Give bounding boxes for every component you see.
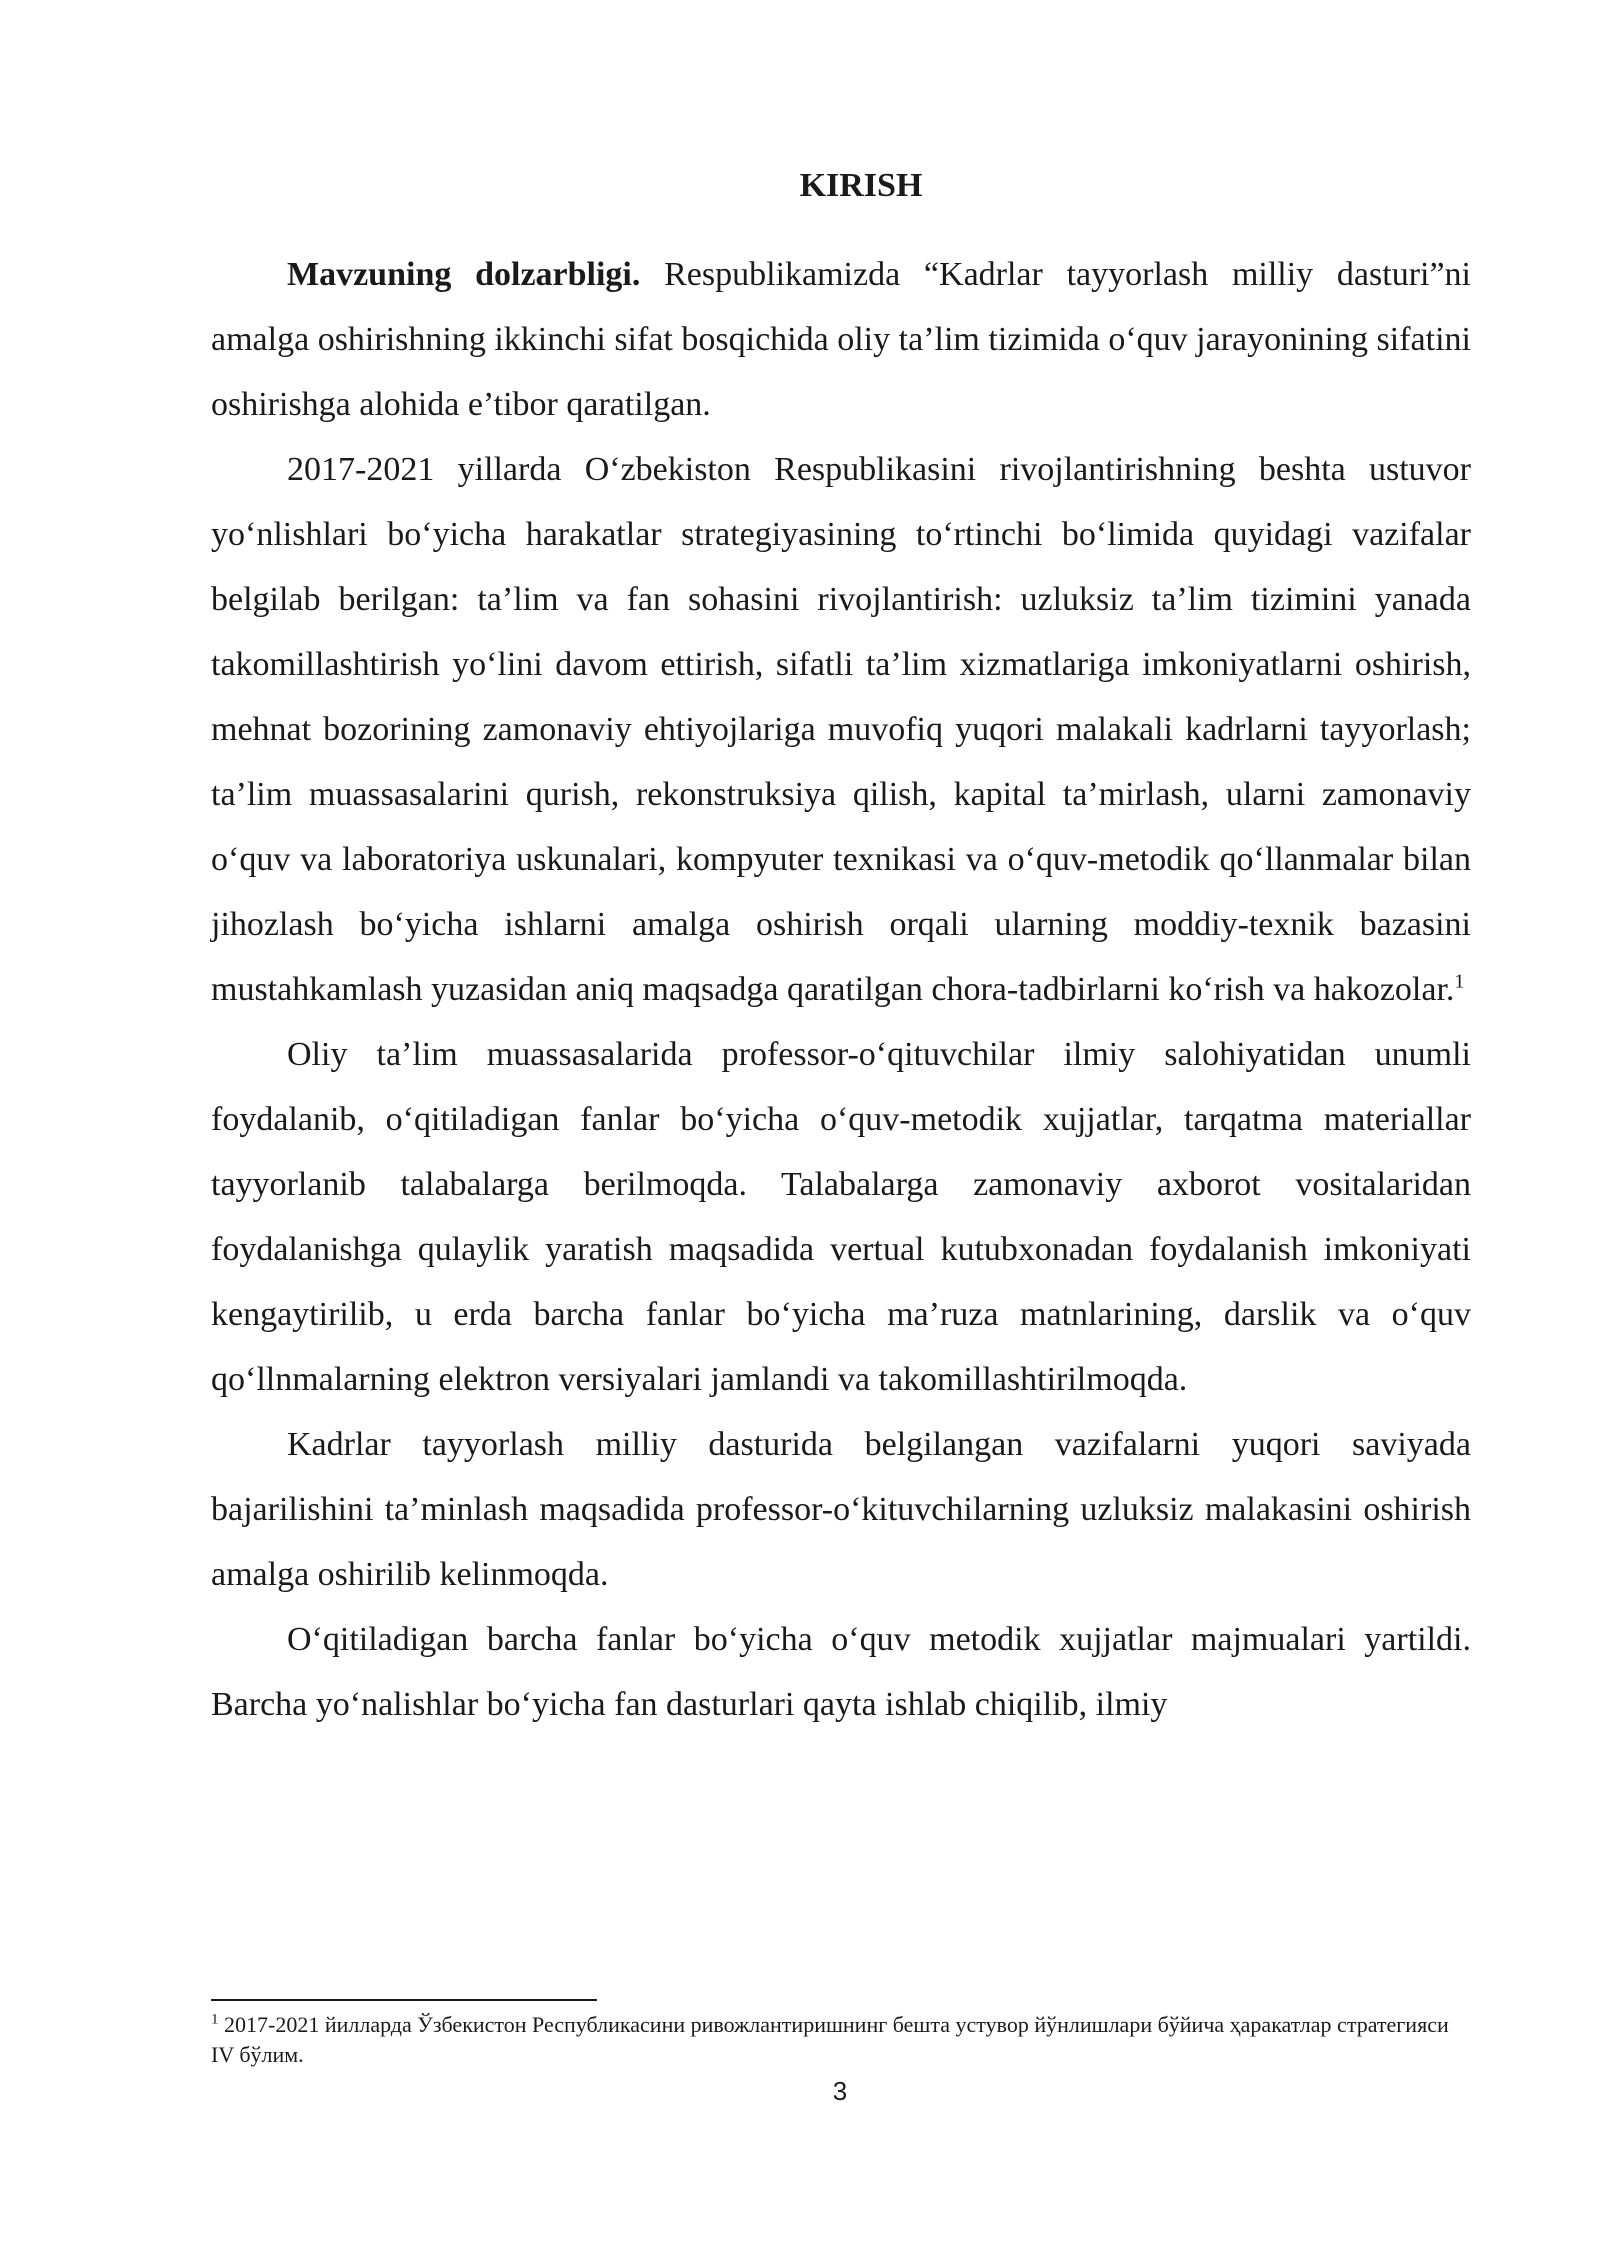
- footnote: [211, 2010, 1471, 2070]
- paragraph-4: [211, 1412, 1471, 1607]
- footnote-reference[interactable]: 1: [1454, 970, 1465, 993]
- paragraph-5: [211, 1607, 1471, 1737]
- paragraph-text: Kadrlar tayyorlash milliy dasturida belgilangan vazifalarni yuqori saviyada bajarilishini ta’minlash maqsadida professor-o‘kituvchilarning uzluksiz malakasini oshirish amalga oshirilib kelinmoqda.: [211, 1426, 1471, 1593]
- footnote-number: 1: [211, 2011, 219, 2028]
- footnote-separator: [211, 1999, 597, 2001]
- paragraph-text: 2017-2021 yillarda O‘zbekiston Respublikasini rivojlantirishning beshta ustuvor yo‘nlishlari bo‘yicha harakatlar strategiyasining to‘rtinchi bo‘limida quyidagi vazifalar belgilab berilgan: ta’lim va fan sohasini rivojlantirish: uzluksiz ta’lim tizimini yanada takomillashtirish yo‘lini davom ettirish, sifatli ta’lim xizmatlariga imkoniyatlarni oshirish, mehnat bozorining zamonaviy ehtiyojlariga muvofiq yuqori malakali kadrlarni tayyorlash; ta’lim muassasalarini qurish, rekonstruksiya qilish, kapital ta’mirlash, ularni zamonaviy o‘quv va laboratoriya uskunalari, kompyuter texnikasi va o‘quv-metodik qo‘llanmalar bilan jihozlash bo‘yicha ishlarni amalga oshirish orqali ularning moddiy-texnik bazasini mustahkamlash yuzasidan aniq maqsadga qaratilgan chora-tadbirlarni ko‘rish va hakozolar.: [211, 451, 1471, 1008]
- footnote-text: 2017-2021 йилларда Ўзбекистон Республикасини ривожлантиришнинг бешта устувор йўнлишлари бўйича ҳаракатлар стратегияси IV бўлим.: [211, 2012, 1449, 2067]
- page-heading: KIRISH: [799, 167, 923, 204]
- paragraph-text: Oliy ta’lim muassasalarida professor-o‘qituvchilar ilmiy salohiyatidan unumli foydalanib, o‘qitiladigan fanlar bo‘yicha o‘quv-metodik xujjatlar, tarqatma materiallar tayyorlanib talabalarga berilmoqda. Talabalarga zamonaviy axborot vositalaridan foydalanishga qulaylik yaratish maqsadida vertual kutubxonadan foydalanish imkoniyati kengaytirilib, u erda barcha fanlar bo‘yicha ma’ruza matnlarining, darslik va o‘quv qo‘llnmalarning elektron versiyalari jamlandi va takomillashtirilmoqda.: [211, 1036, 1471, 1398]
- paragraph-2: [211, 437, 1471, 1022]
- paragraph-text: Respublikamizda “Kadrlar tayyorlash milliy dasturi”ni amalga oshirishning ikkinchi sifat bosqichida oliy ta’lim tizimida o‘quv jarayonining sifatini oshirishga alohida e’tibor qaratilgan.: [211, 256, 1471, 423]
- page-number: 3: [832, 2076, 848, 2106]
- paragraph-lead: Mavzuning dolzarbligi.: [287, 256, 641, 293]
- body-text: [211, 150, 1471, 1737]
- paragraph-1: [211, 242, 1471, 437]
- paragraph-3: [211, 1022, 1471, 1412]
- paragraph-text: O‘qitiladigan barcha fanlar bo‘yicha o‘quv metodik xujjatlar majmualari yartildi. Barcha yo‘nalishlar bo‘yicha fan dasturlari qayta ishlab chiqilib, ilmiy: [211, 1621, 1471, 1723]
